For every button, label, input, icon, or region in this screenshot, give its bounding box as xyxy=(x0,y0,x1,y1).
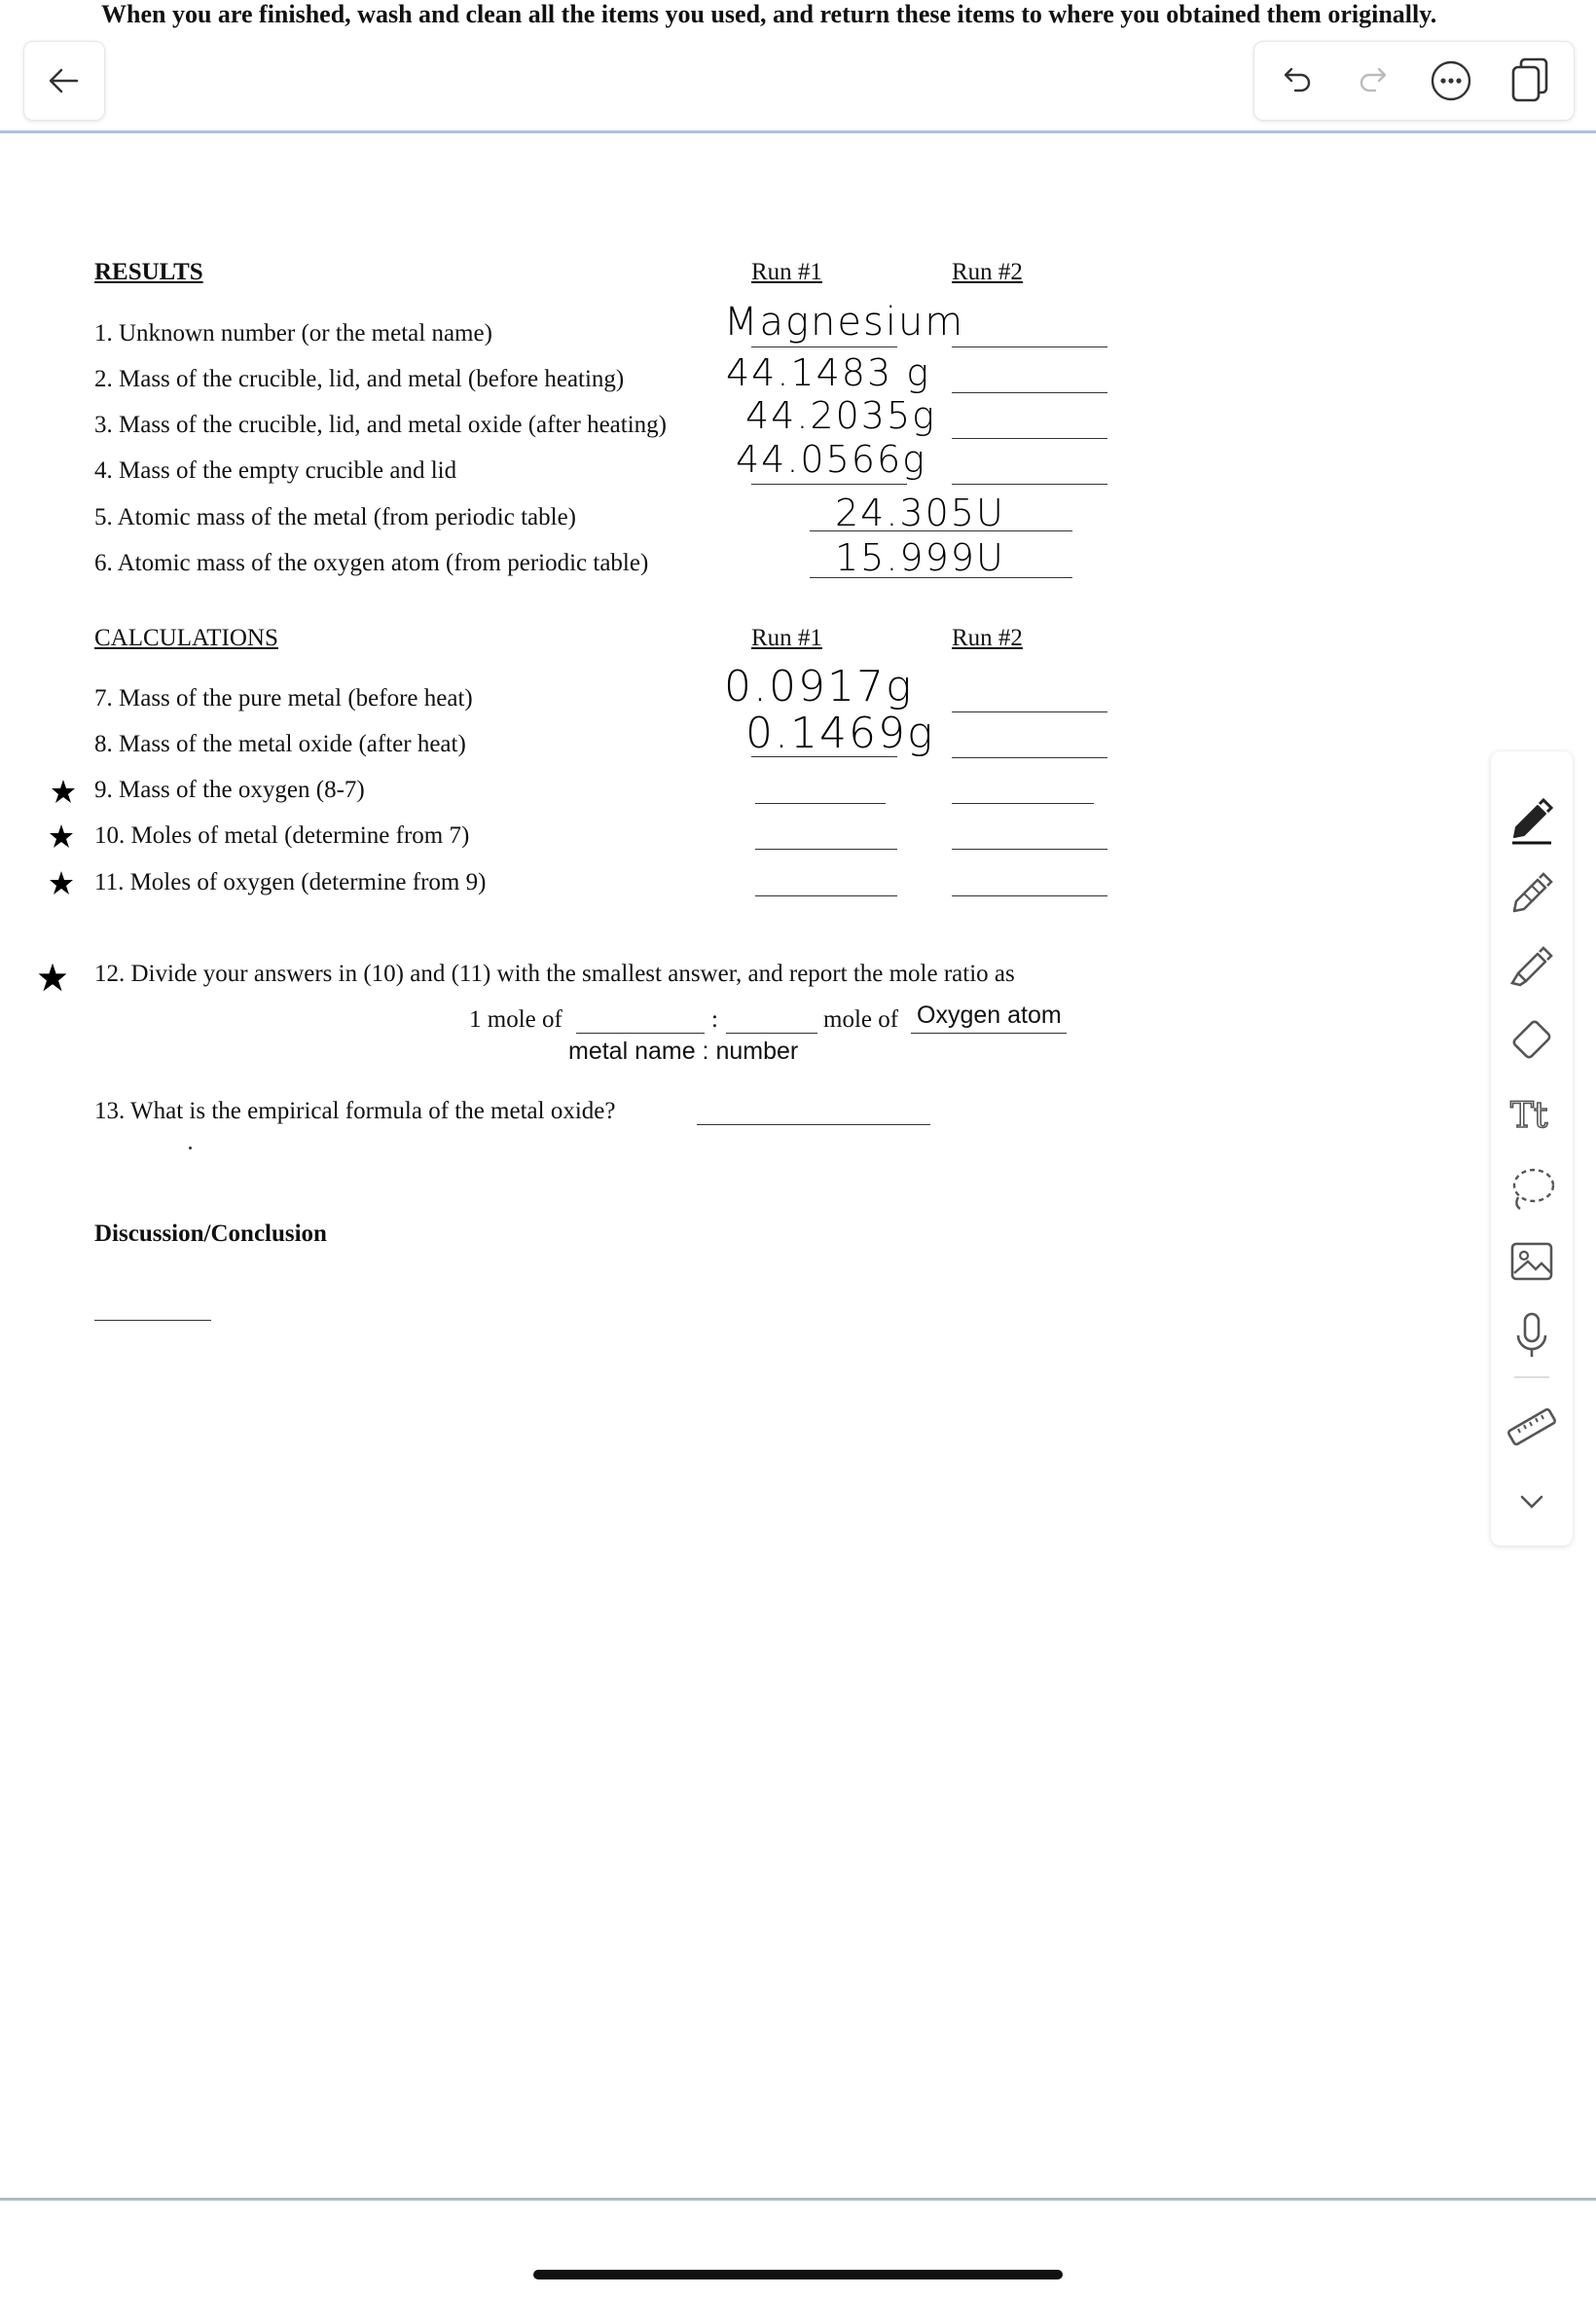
calc-run2-blank-9 xyxy=(952,803,1094,804)
star-mark-11 xyxy=(47,868,76,897)
bottom-divider xyxy=(0,2198,1596,2201)
star-mark-9 xyxy=(49,777,78,806)
stray-dot xyxy=(189,1147,192,1149)
calculations-row-8: 8. Mass of the metal oxide (after heat) xyxy=(94,731,466,757)
calc-run2-blank-8 xyxy=(952,757,1107,758)
calc-run2-blank-7 xyxy=(952,711,1107,712)
highlighter-icon[interactable] xyxy=(1503,936,1561,995)
handwritten-metal-oxide-mass: 0.1469g xyxy=(745,709,935,758)
q12-number-blank[interactable] xyxy=(726,1033,817,1034)
results-run2-blank-1 xyxy=(952,346,1107,347)
q12-typed-answer: Oxygen atom xyxy=(917,1002,1062,1029)
handwritten-mass-empty: 44.0566g xyxy=(736,438,926,481)
calc-run1-blank-11 xyxy=(755,895,897,896)
calc-run2-blank-11 xyxy=(952,895,1107,896)
top-divider xyxy=(0,130,1596,133)
svg-text:Tt: Tt xyxy=(1510,1096,1548,1136)
results-run1-blank-5 xyxy=(810,530,1072,531)
microphone-icon[interactable] xyxy=(1503,1306,1561,1365)
q12-metal-blank[interactable] xyxy=(576,1033,705,1034)
eraser-icon[interactable] xyxy=(1503,1010,1561,1069)
results-row-3: 3. Mass of the crucible, lid, and metal oxide (after heating) xyxy=(94,412,667,438)
calc-run1-blank-9 xyxy=(755,803,886,804)
calc-run1-blank-10 xyxy=(755,849,897,850)
arrow-left-icon xyxy=(24,42,104,120)
image-icon[interactable] xyxy=(1503,1232,1561,1291)
calculations-heading: CALCULATIONS xyxy=(94,625,278,651)
results-run2-blank-3 xyxy=(952,438,1107,439)
pen-icon[interactable] xyxy=(1503,788,1561,847)
q13-text: 13. What is the empirical formula of the metal oxide? xyxy=(94,1098,616,1124)
results-run1-blank-1 xyxy=(751,346,897,347)
handwritten-mass-before: 44.1483 g xyxy=(726,351,931,394)
results-run2-header: Run #2 xyxy=(952,259,1023,285)
results-row-4: 4. Mass of the empty crucible and lid xyxy=(94,457,457,484)
results-run1-header: Run #1 xyxy=(751,259,822,285)
q12-mole-of: mole of xyxy=(823,1006,899,1033)
results-row-2: 2. Mass of the crucible, lid, and metal (before heating) xyxy=(94,366,625,392)
toolbar-separator xyxy=(1514,1376,1549,1378)
star-mark-10 xyxy=(47,821,76,851)
q12-oxygen-blank[interactable] xyxy=(911,1033,1067,1034)
results-row-6: 6. Atomic mass of the oxygen atom (from periodic table) xyxy=(94,550,649,576)
results-run2-blank-2 xyxy=(952,392,1107,393)
results-run2-blank-4 xyxy=(952,484,1107,485)
star-mark-12 xyxy=(35,960,70,995)
discussion-blank[interactable] xyxy=(94,1320,211,1321)
home-indicator[interactable] xyxy=(533,2270,1063,2279)
calculations-row-7: 7. Mass of the pure metal (before heat) xyxy=(94,685,473,711)
right-toolbar xyxy=(1491,751,1573,1546)
q12-text: 12. Divide your answers in (10) and (11) with the smallest answer, and report the mole ratio as xyxy=(94,961,1015,987)
calculations-row-11: 11. Moles of oxygen (determine from 9) xyxy=(94,869,487,895)
results-run1-blank-6 xyxy=(810,577,1072,578)
q12-one-mole-of: 1 mole of xyxy=(469,1006,562,1033)
more-icon[interactable] xyxy=(1430,59,1472,102)
chevron-down-icon[interactable] xyxy=(1503,1472,1561,1530)
handwritten-mass-after: 44.2035g xyxy=(745,394,936,437)
discussion-heading: Discussion/Conclusion xyxy=(94,1221,327,1247)
results-heading: RESULTS xyxy=(94,259,203,285)
results-row-5: 5. Atomic mass of the metal (from periodic table) xyxy=(94,504,576,530)
handwritten-pure-metal-mass: 0.0917g xyxy=(724,662,914,711)
handwritten-atomic-mass-oxygen: 15.999U xyxy=(835,536,1005,579)
results-run1-blank-4 xyxy=(751,484,907,485)
text-icon[interactable] xyxy=(1503,1084,1561,1143)
calculations-run2-header: Run #2 xyxy=(952,625,1023,651)
calculations-row-9: 9. Mass of the oxygen (8-7) xyxy=(94,777,365,803)
pencil-icon[interactable] xyxy=(1503,862,1561,921)
q12-colon: : xyxy=(711,1006,718,1033)
results-row-1: 1. Unknown number (or the metal name) xyxy=(94,320,492,346)
top-instruction: When you are finished, wash and clean all the items you used, and return these items to where you obtained them originally. xyxy=(101,0,1437,28)
top-toolbar xyxy=(1253,41,1575,121)
calculations-row-10: 10. Moles of metal (determine from 7) xyxy=(94,822,470,849)
undo-icon[interactable] xyxy=(1278,61,1317,100)
pages-icon[interactable] xyxy=(1505,55,1554,106)
calc-run1-blank-8 xyxy=(751,756,897,757)
q13-answer-blank[interactable] xyxy=(697,1124,930,1125)
redo-icon[interactable] xyxy=(1354,61,1393,100)
back-button[interactable] xyxy=(23,41,105,121)
lasso-icon[interactable] xyxy=(1503,1158,1561,1217)
handwritten-atomic-mass-metal: 24.305U xyxy=(835,492,1005,534)
calc-run2-blank-10 xyxy=(952,849,1107,850)
q12-caption: metal name : number xyxy=(568,1038,799,1065)
handwritten-metal-name: Magnesium xyxy=(724,300,965,345)
calculations-run1-header: Run #1 xyxy=(751,625,822,651)
ruler-icon[interactable] xyxy=(1503,1398,1561,1456)
